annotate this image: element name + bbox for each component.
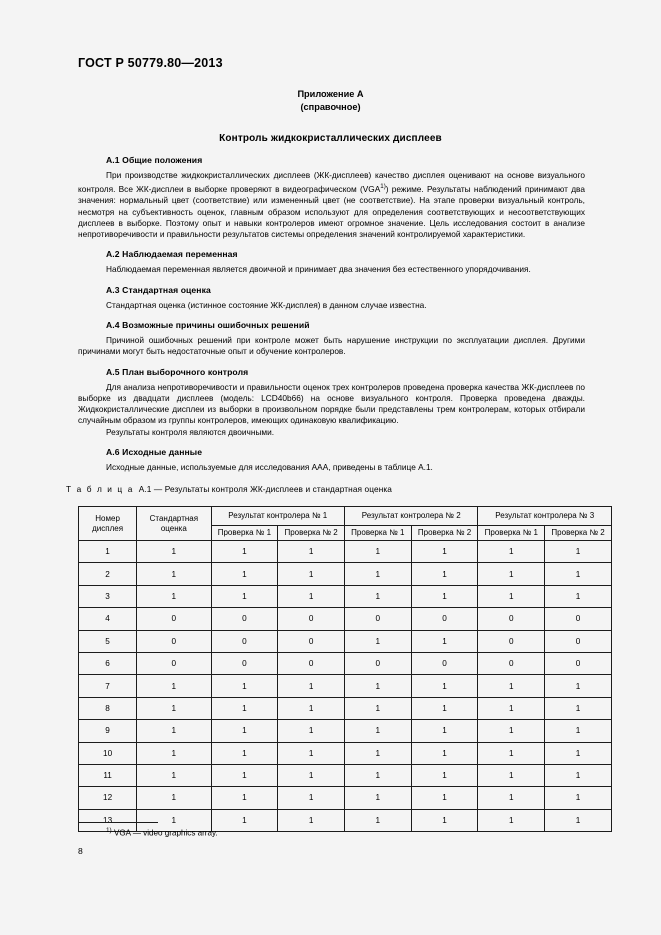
table-row — [79, 675, 612, 697]
results-table — [78, 506, 612, 832]
cell-c1-check1: 1 — [211, 585, 278, 607]
cell-standard-score: 1 — [137, 675, 211, 697]
cell-c2-check2: 1 — [411, 675, 478, 697]
annex-block — [0, 88, 661, 113]
cell-c3-check1: 1 — [478, 697, 545, 719]
paragraph-a1-part1: При производстве жидкокристаллических дисплеев (ЖК-дисплеев) качество дисплея оценивают на основе визуального контроля. Все ЖК-дисплеи в выборке проверяют в видеографическом (VGA — [78, 170, 585, 195]
cell-c3-check1: 1 — [478, 541, 545, 563]
paragraph-a5-second: Результаты контроля являются двоичными. — [106, 426, 275, 437]
cell-c1-check2: 0 — [278, 630, 345, 652]
table-header-row-1 — [79, 507, 612, 526]
header-controller-2: Результат контролера № 2 — [344, 507, 477, 526]
cell-c1-check2: 1 — [278, 742, 345, 764]
heading-a6: A.6 Исходные данные — [106, 446, 203, 457]
cell-standard-score: 1 — [137, 563, 211, 585]
cell-display-number: 3 — [79, 585, 137, 607]
cell-c2-check1: 1 — [344, 720, 411, 742]
footnote-reference: 1) — [380, 183, 386, 191]
cell-c1-check1: 1 — [211, 720, 278, 742]
cell-c2-check2: 1 — [411, 630, 478, 652]
cell-c3-check2: 1 — [545, 742, 612, 764]
header-c3-check2: Проверка № 2 — [545, 526, 612, 541]
cell-c2-check1: 1 — [344, 541, 411, 563]
cell-c1-check1: 0 — [211, 652, 278, 674]
cell-c2-check2: 1 — [411, 764, 478, 786]
cell-display-number: 10 — [79, 742, 137, 764]
cell-c2-check1: 1 — [344, 809, 411, 831]
cell-display-number: 4 — [79, 608, 137, 630]
cell-display-number: 9 — [79, 720, 137, 742]
cell-c1-check2: 1 — [278, 697, 345, 719]
cell-c3-check1: 0 — [478, 630, 545, 652]
cell-c2-check1: 1 — [344, 787, 411, 809]
cell-c3-check2: 1 — [545, 787, 612, 809]
cell-c3-check2: 1 — [545, 764, 612, 786]
cell-c3-check2: 0 — [545, 652, 612, 674]
cell-c2-check1: 1 — [344, 675, 411, 697]
table-caption — [66, 484, 392, 494]
cell-c3-check1: 1 — [478, 675, 545, 697]
cell-c1-check1: 1 — [211, 563, 278, 585]
paragraph-a4: Причиной ошибочных решений при контроле может быть нарушение инструкции по эксплуатации дисплея. Другими причинами могут быть недостаточные опыт и обучение контролеров. — [78, 335, 585, 357]
paragraph-a3: Стандартная оценка (истинное состояние ЖК-дисплея) в данном случае известна. — [106, 299, 427, 310]
cell-standard-score: 0 — [137, 652, 211, 674]
cell-c2-check1: 1 — [344, 563, 411, 585]
cell-display-number: 13 — [79, 809, 137, 831]
cell-c1-check2: 0 — [278, 652, 345, 674]
cell-c3-check2: 1 — [545, 563, 612, 585]
table-row — [79, 585, 612, 607]
table-caption-label: Т а б л и ц а — [66, 484, 134, 494]
table-row — [79, 720, 612, 742]
cell-display-number: 8 — [79, 697, 137, 719]
cell-c1-check2: 1 — [278, 809, 345, 831]
annex-subtitle: (справочное) — [300, 101, 361, 112]
cell-c2-check2: 0 — [411, 608, 478, 630]
cell-c3-check1: 1 — [478, 563, 545, 585]
cell-standard-score: 1 — [137, 742, 211, 764]
cell-display-number: 1 — [79, 541, 137, 563]
page-number: 8 — [78, 846, 83, 856]
cell-c1-check1: 0 — [211, 608, 278, 630]
table-row — [79, 563, 612, 585]
heading-a4: A.4 Возможные причины ошибочных решений — [106, 320, 310, 330]
cell-c2-check2: 0 — [411, 652, 478, 674]
cell-c1-check1: 1 — [211, 697, 278, 719]
standard-header: ГОСТ Р 50779.80—2013 — [78, 56, 223, 70]
cell-c3-check2: 1 — [545, 541, 612, 563]
cell-c3-check1: 0 — [478, 652, 545, 674]
cell-standard-score: 0 — [137, 608, 211, 630]
page-title: Контроль жидкокристаллических дисплеев — [219, 133, 442, 144]
cell-c3-check1: 1 — [478, 585, 545, 607]
cell-c2-check1: 1 — [344, 630, 411, 652]
cell-c1-check2: 1 — [278, 787, 345, 809]
paragraph-a5: Для анализа непротиворечивости и правильности оценок трех контролеров проведена проверка качества ЖК-дисплеев по выборке из двадцати дисплеев (модель: LCD40b66) на основе визуального контроля. Проверка проведена дважды. Жидкокристаллические дисплеи из выборки в произвольном порядке были представлены трем контролерам, которых отбирали случайным образом из группы контролеров, имеющих одинаковую квалификацию. — [78, 381, 585, 426]
cell-standard-score: 1 — [137, 541, 211, 563]
cell-display-number: 6 — [79, 652, 137, 674]
cell-c2-check1: 1 — [344, 697, 411, 719]
table-row — [79, 697, 612, 719]
cell-c2-check2: 1 — [411, 809, 478, 831]
cell-c2-check2: 1 — [411, 585, 478, 607]
table-row — [79, 541, 612, 563]
cell-c3-check1: 1 — [478, 742, 545, 764]
cell-c3-check2: 1 — [545, 697, 612, 719]
cell-c3-check1: 1 — [478, 809, 545, 831]
cell-display-number: 12 — [79, 787, 137, 809]
cell-c1-check1: 0 — [211, 630, 278, 652]
heading-a1: A.1 Общие положения — [106, 155, 203, 165]
header-c1-check2: Проверка № 2 — [278, 526, 345, 541]
header-display-number: Номер дисплея — [79, 507, 137, 541]
document-body — [78, 155, 585, 473]
table-caption-text: А.1 — Результаты контроля ЖК-дисплеев и стандартная оценка — [138, 484, 393, 494]
cell-c1-check1: 1 — [211, 541, 278, 563]
cell-c1-check1: 1 — [211, 675, 278, 697]
cell-standard-score: 0 — [137, 630, 211, 652]
cell-c3-check2: 0 — [545, 630, 612, 652]
cell-c1-check2: 1 — [278, 585, 345, 607]
cell-c2-check2: 1 — [411, 742, 478, 764]
table-row — [79, 742, 612, 764]
cell-standard-score: 1 — [137, 720, 211, 742]
header-controller-1: Результат контролера № 1 — [211, 507, 344, 526]
table-row — [79, 652, 612, 674]
cell-display-number: 2 — [79, 563, 137, 585]
cell-c3-check1: 1 — [478, 764, 545, 786]
cell-c3-check1: 1 — [478, 720, 545, 742]
cell-c2-check2: 1 — [411, 787, 478, 809]
heading-a3: A.3 Стандартная оценка — [106, 284, 211, 295]
footnote-separator — [78, 822, 158, 823]
cell-c1-check2: 1 — [278, 541, 345, 563]
paragraph-a6: Исходные данные, используемые для исследования ААА, приведены в таблице А.1. — [106, 462, 433, 473]
paragraph-a1-part2: ) режиме. Результаты наблюдений принимают два значения: нормальный цвет (соответствие) или измененный цвет (не соответствие). На этапе проверки визуальный контроль, несмотря на субъективность оценок, главным образом используют для определения соответствующих и несоответствующих дисплеев в выборке. Поэтому опыт и навыки контролеров имеют огромное значение. Цель исследования состоит в анализе непротиворечивости и правильности результатов системы определения значений контролируемой характеристики. — [78, 184, 585, 239]
cell-c2-check1: 1 — [344, 764, 411, 786]
annex-title: Приложение А — [297, 89, 364, 99]
cell-c1-check1: 1 — [211, 764, 278, 786]
footnote-marker: 1) — [106, 827, 112, 834]
header-c2-check1: Проверка № 1 — [344, 526, 411, 541]
header-controller-3: Результат контролера № 3 — [478, 507, 612, 526]
cell-c2-check2: 1 — [411, 541, 478, 563]
cell-c1-check2: 1 — [278, 563, 345, 585]
cell-display-number: 7 — [79, 675, 137, 697]
cell-standard-score: 1 — [137, 585, 211, 607]
cell-standard-score: 1 — [137, 809, 211, 831]
cell-c3-check2: 1 — [545, 675, 612, 697]
cell-c3-check1: 0 — [478, 608, 545, 630]
cell-c1-check1: 1 — [211, 787, 278, 809]
header-standard-score: Стандартная оценка — [137, 507, 211, 541]
cell-c2-check2: 1 — [411, 720, 478, 742]
cell-c3-check1: 1 — [478, 787, 545, 809]
table-row — [79, 787, 612, 809]
cell-c2-check2: 1 — [411, 563, 478, 585]
cell-c3-check2: 1 — [545, 809, 612, 831]
paragraph-a2: Наблюдаемая переменная является двоичной и принимает два значения без естественного упорядочивания. — [106, 264, 531, 275]
cell-c3-check2: 1 — [545, 720, 612, 742]
cell-c2-check1: 1 — [344, 585, 411, 607]
cell-c1-check2: 0 — [278, 608, 345, 630]
cell-display-number: 11 — [79, 764, 137, 786]
cell-c2-check1: 0 — [344, 608, 411, 630]
cell-c3-check2: 1 — [545, 585, 612, 607]
table-head — [79, 507, 612, 541]
cell-c2-check1: 0 — [344, 652, 411, 674]
cell-c2-check2: 1 — [411, 697, 478, 719]
paragraph-a1 — [78, 170, 585, 240]
cell-display-number: 5 — [79, 630, 137, 652]
cell-standard-score: 1 — [137, 787, 211, 809]
header-c2-check2: Проверка № 2 — [411, 526, 478, 541]
table-body — [79, 541, 612, 832]
cell-c1-check2: 1 — [278, 720, 345, 742]
footnote-text: VGA — video graphics array. — [113, 828, 218, 838]
table-row — [79, 764, 612, 786]
heading-a5: A.5 План выборочного контроля — [106, 366, 249, 377]
cell-c3-check2: 0 — [545, 608, 612, 630]
cell-standard-score: 1 — [137, 697, 211, 719]
cell-c1-check2: 1 — [278, 675, 345, 697]
header-c3-check1: Проверка № 1 — [478, 526, 545, 541]
table-row — [79, 630, 612, 652]
footnote — [106, 827, 218, 838]
cell-c1-check1: 1 — [211, 742, 278, 764]
table-row — [79, 608, 612, 630]
heading-a2: A.2 Наблюдаемая переменная — [106, 249, 238, 260]
cell-c1-check2: 1 — [278, 764, 345, 786]
header-c1-check1: Проверка № 1 — [211, 526, 278, 541]
cell-c2-check1: 1 — [344, 742, 411, 764]
cell-c1-check1: 1 — [211, 809, 278, 831]
cell-standard-score: 1 — [137, 764, 211, 786]
